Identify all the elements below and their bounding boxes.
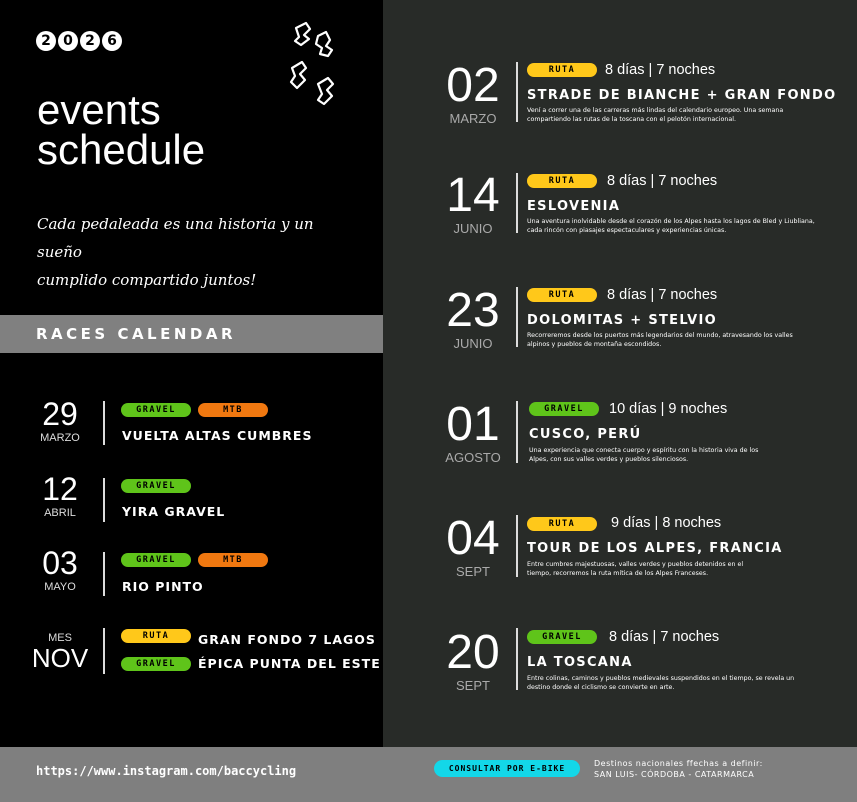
- tag-gravel: GRAVEL: [121, 403, 191, 417]
- race-description: Entre colinas, caminos y pueblos medievales suspendidos en el tiempo, se revela un destino donde el ciclismo se convierte en arte.: [527, 675, 795, 691]
- race-name: ÉPICA PUNTA DEL ESTE: [198, 656, 381, 671]
- divider: [516, 401, 518, 463]
- tagline-line: Cada pedaleada es una historia y un sueño: [37, 215, 314, 261]
- left-race-item: [0, 546, 383, 606]
- race-month: ABRIL: [44, 507, 76, 519]
- race-date: [437, 512, 509, 579]
- tag-list: [121, 403, 268, 417]
- right-race-item: [383, 513, 857, 613]
- race-duration: 8 días | 7 noches: [609, 629, 720, 645]
- race-day: 23: [446, 284, 500, 337]
- race-day: 01: [446, 398, 500, 451]
- race-month: SEPT: [456, 678, 490, 693]
- left-race-item: [0, 472, 383, 532]
- race-duration: 10 días | 9 noches: [609, 401, 728, 417]
- left-race-item: [0, 628, 383, 684]
- race-name: DOLOMITAS + STELVIO: [527, 313, 717, 328]
- race-day: 12: [42, 471, 78, 507]
- page-title: [37, 86, 206, 173]
- race-month: AGOSTO: [445, 450, 501, 465]
- race-name: VUELTA ALTAS CUMBRES: [122, 428, 313, 443]
- race-duration: 8 días | 7 noches: [605, 62, 716, 78]
- tagline: [37, 210, 357, 294]
- race-month: MARZO: [40, 432, 80, 444]
- race-description: Entre cumbres majestuosas, valles verdes y pueblos detenidos en el tiempo, recorremos la ruta mítica de los Alpes Franceses.: [527, 561, 744, 577]
- race-name: GRAN FONDO 7 LAGOS: [198, 632, 376, 647]
- tag-gravel: GRAVEL: [529, 402, 599, 416]
- race-month: MARZO: [449, 111, 497, 126]
- year-badge: [36, 31, 122, 51]
- divider: [103, 628, 105, 674]
- title-line: schedule: [37, 126, 206, 173]
- divider: [516, 173, 518, 233]
- title-line: events: [37, 86, 161, 133]
- footer: [0, 747, 857, 802]
- race-day: 02: [446, 59, 500, 112]
- tag-gravel: GRAVEL: [121, 479, 191, 493]
- race-name: LA TOSCANA: [527, 655, 633, 670]
- race-month: JUNIO: [453, 336, 493, 351]
- divider: [516, 62, 518, 122]
- tag-mtb: MTB: [198, 553, 268, 567]
- divider: [516, 628, 518, 690]
- race-name: TOUR DE LOS ALPES, FRANCIA: [527, 541, 783, 556]
- race-name: RIO PINTO: [122, 579, 204, 594]
- race-description: Recorreremos desde los puertos más legendarios del mundo, atravesando los valles alpinos y pueblos de montaña escondidos.: [527, 332, 793, 348]
- right-race-item: [383, 399, 857, 499]
- tag-mtb: MTB: [198, 403, 268, 417]
- race-day: 03: [42, 545, 78, 581]
- race-duration: 8 días | 7 noches: [607, 287, 718, 303]
- ebike-button[interactable]: CONSULTAR POR E-BIKE: [434, 760, 580, 777]
- race-date: [30, 546, 90, 593]
- tag-gravel: GRAVEL: [121, 657, 191, 671]
- tagline-line: cumplido compartido juntos!: [37, 271, 257, 289]
- cycling-squiggle-icon: [284, 16, 354, 120]
- tag-ruta: RUTA: [121, 629, 191, 643]
- year-digit: 2: [36, 31, 56, 51]
- right-race-item: [383, 627, 857, 727]
- race-date: [437, 398, 509, 465]
- race-day: 14: [446, 169, 500, 222]
- left-race-item: [0, 397, 383, 457]
- race-description: Una aventura inolvidable desde el corazón de los Alpes hasta los lagos de Bled y Liubliana, cada rincón con piasajes espectaculares y experiencias únicas.: [527, 218, 815, 234]
- race-date: [30, 472, 90, 519]
- race-duration: 9 días | 8 noches: [611, 515, 722, 531]
- race-month: SEPT: [456, 564, 490, 579]
- section-band-label: RACES CALENDAR: [36, 325, 237, 343]
- divider: [103, 478, 105, 522]
- tag-ruta: RUTA: [527, 288, 597, 302]
- race-name: STRADE DE BIANCHE + GRAN FONDO: [527, 88, 837, 103]
- section-band: [0, 315, 383, 353]
- instagram-link[interactable]: https://www.instagram.com/baccycling: [36, 764, 297, 778]
- race-duration: 8 días | 7 noches: [607, 173, 718, 189]
- footer-note: [594, 758, 763, 780]
- divider: [516, 287, 518, 347]
- race-day: 20: [446, 626, 500, 679]
- right-race-item: [383, 58, 857, 158]
- race-date: [437, 284, 509, 351]
- footer-note-line: SAN LUIS- CÓRDOBA - CATARMARCA: [594, 770, 755, 779]
- divider: [103, 552, 105, 596]
- divider: [103, 401, 105, 445]
- divider: [516, 515, 518, 577]
- race-name: ESLOVENIA: [527, 199, 621, 214]
- race-day: 04: [446, 512, 500, 565]
- race-name: YIRA GRAVEL: [122, 504, 226, 519]
- tag-gravel: GRAVEL: [121, 553, 191, 567]
- right-race-item: [383, 170, 857, 270]
- race-date: [30, 631, 90, 672]
- footer-note-line: Destinos nacionales ffechas a definir:: [594, 759, 763, 768]
- race-date: [437, 626, 509, 693]
- race-month: JUNIO: [453, 221, 493, 236]
- tag-list: [121, 479, 191, 493]
- race-month-label: MES: [48, 632, 72, 644]
- race-name: CUSCO, PERÚ: [529, 427, 642, 442]
- race-date: [30, 397, 90, 444]
- year-digit: 0: [58, 31, 78, 51]
- year-digit: 2: [80, 31, 100, 51]
- tag-ruta: RUTA: [527, 517, 597, 531]
- race-description: Vení a correr una de las carreras más lindas del calendario europeo. Una semana compartiendo las rutas de la toscana con el pelotón internacional.: [527, 107, 784, 123]
- left-panel: [0, 0, 383, 747]
- tag-gravel: GRAVEL: [527, 630, 597, 644]
- race-month: MAYO: [44, 581, 76, 593]
- year-digit: 6: [102, 31, 122, 51]
- tag-ruta: RUTA: [527, 63, 597, 77]
- race-day: 29: [42, 396, 78, 432]
- race-month-big: NOV: [31, 643, 89, 673]
- right-race-item: [383, 285, 857, 385]
- race-date: [437, 59, 509, 126]
- race-date: [437, 169, 509, 236]
- tag-ruta: RUTA: [527, 174, 597, 188]
- tag-list: [121, 553, 268, 567]
- race-description: Una experiencia que conecta cuerpo y espíritu con la historia viva de los Alpes, con sus valles verdes y pueblos silenciosos.: [529, 447, 759, 463]
